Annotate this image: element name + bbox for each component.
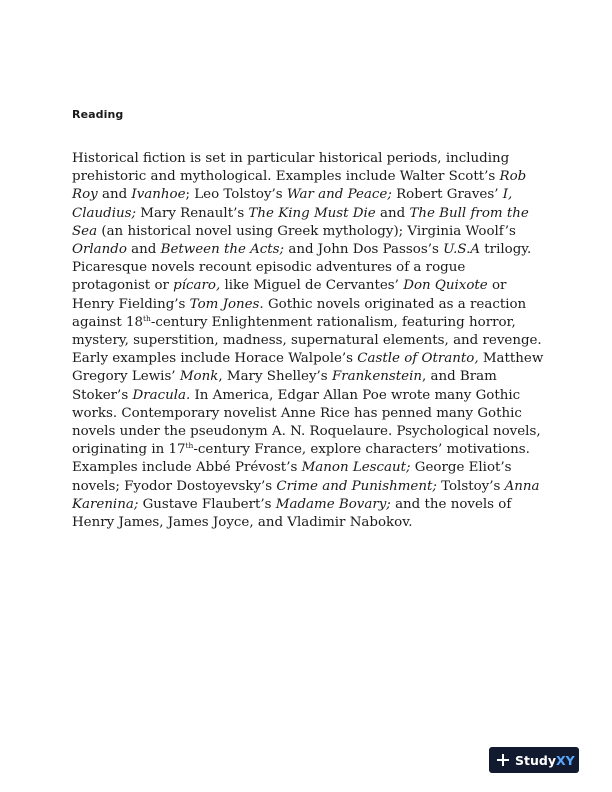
- text-run: and: [126, 242, 161, 258]
- body-paragraph: [72, 150, 544, 532]
- book-title: Between the Acts;: [160, 242, 285, 258]
- book-title: Rob Roy: [72, 169, 527, 203]
- book-title: Castle of Otranto,: [357, 351, 479, 367]
- text-run: George Eliot’s novels; Fyodor Dostoyevsky’s: [72, 460, 512, 494]
- ordinal-suffix: th: [143, 313, 151, 323]
- book-title: The King Must Die: [248, 205, 376, 221]
- text-run: Robert Graves’: [391, 187, 503, 203]
- text-run: Gothic novels originated as a reaction against 18: [72, 296, 527, 330]
- text-run: Gustave Flaubert’s: [138, 496, 276, 512]
- text-run: ; Leo Tolstoy’s: [185, 187, 287, 203]
- text-run: trilogy. Picaresque novels recount episodic adventures of a rogue protagonist or: [72, 242, 532, 294]
- book-title: Dracula.: [132, 387, 191, 403]
- brand-accent: XY: [555, 752, 575, 768]
- brand-logo: [515, 753, 575, 768]
- book-title: I, Claudius;: [72, 187, 513, 221]
- text-run: -century France, explore characters’ motivations. Examples include Abbé Prévost’s: [72, 442, 530, 476]
- book-title: U.S.A: [443, 242, 481, 258]
- book-title: Crime and Punishment;: [276, 478, 437, 494]
- book-title: War and Peace;: [286, 187, 392, 203]
- book-title: Frankenstein: [331, 369, 422, 385]
- text-run: -century Enlightenment rationalism, featuring horror, mystery, superstition, madness, supernatural elements, and revenge. Early examples include Horace Walpole’s: [72, 314, 542, 367]
- plus-icon: [497, 754, 509, 766]
- text-run: Historical fiction is set in particular historical periods, including prehistoric and mythological. Examples include Walter Scott’s: [72, 151, 510, 185]
- book-title: Tom Jones.: [189, 296, 264, 312]
- text-run: In America, Edgar Allan Poe wrote many Gothic works. Contemporary novelist Anne Rice has penned many Gothic novels under the pseudonym A. N. Roquelaure. Psychological novels, originating in 17: [72, 387, 541, 458]
- book-title: Monk: [179, 369, 219, 385]
- text-run: , and Bram Stoker’s: [72, 369, 497, 403]
- text-run: Matthew Gregory Lewis’: [72, 351, 544, 385]
- book-title: Madame Bovary;: [275, 496, 391, 512]
- text-run: and the novels of Henry James, James Joyce, and Vladimir Nabokov.: [72, 496, 512, 531]
- book-title: Ivanhoe: [131, 187, 186, 203]
- text-run: Tolstoy’s: [436, 478, 505, 494]
- book-title: Anna Karenina;: [72, 478, 540, 512]
- book-title: Don Quixote: [403, 278, 488, 294]
- book-title: Orlando: [72, 242, 127, 258]
- text-run: and: [97, 187, 132, 203]
- section-heading: Reading: [72, 108, 124, 121]
- book-title: Manon Lescaut;: [301, 460, 411, 476]
- brand-name: Study: [515, 752, 556, 768]
- studyxy-badge[interactable]: [489, 747, 579, 773]
- italic-term: pícaro,: [173, 278, 221, 294]
- text-run: like Miguel de Cervantes’: [220, 278, 404, 294]
- text-run: (an historical novel using Greek mythology); Virginia Woolf’s: [97, 223, 516, 239]
- book-title: The Bull from the Sea: [72, 205, 529, 239]
- text-run: or Henry Fielding’s: [72, 278, 507, 312]
- text-run: and John Dos Passos’s: [284, 242, 444, 258]
- text-run: and: [375, 205, 410, 221]
- text-run: , Mary Shelley’s: [218, 369, 332, 385]
- ordinal-suffix: th: [185, 441, 194, 451]
- text-run: Mary Renault’s: [136, 205, 249, 221]
